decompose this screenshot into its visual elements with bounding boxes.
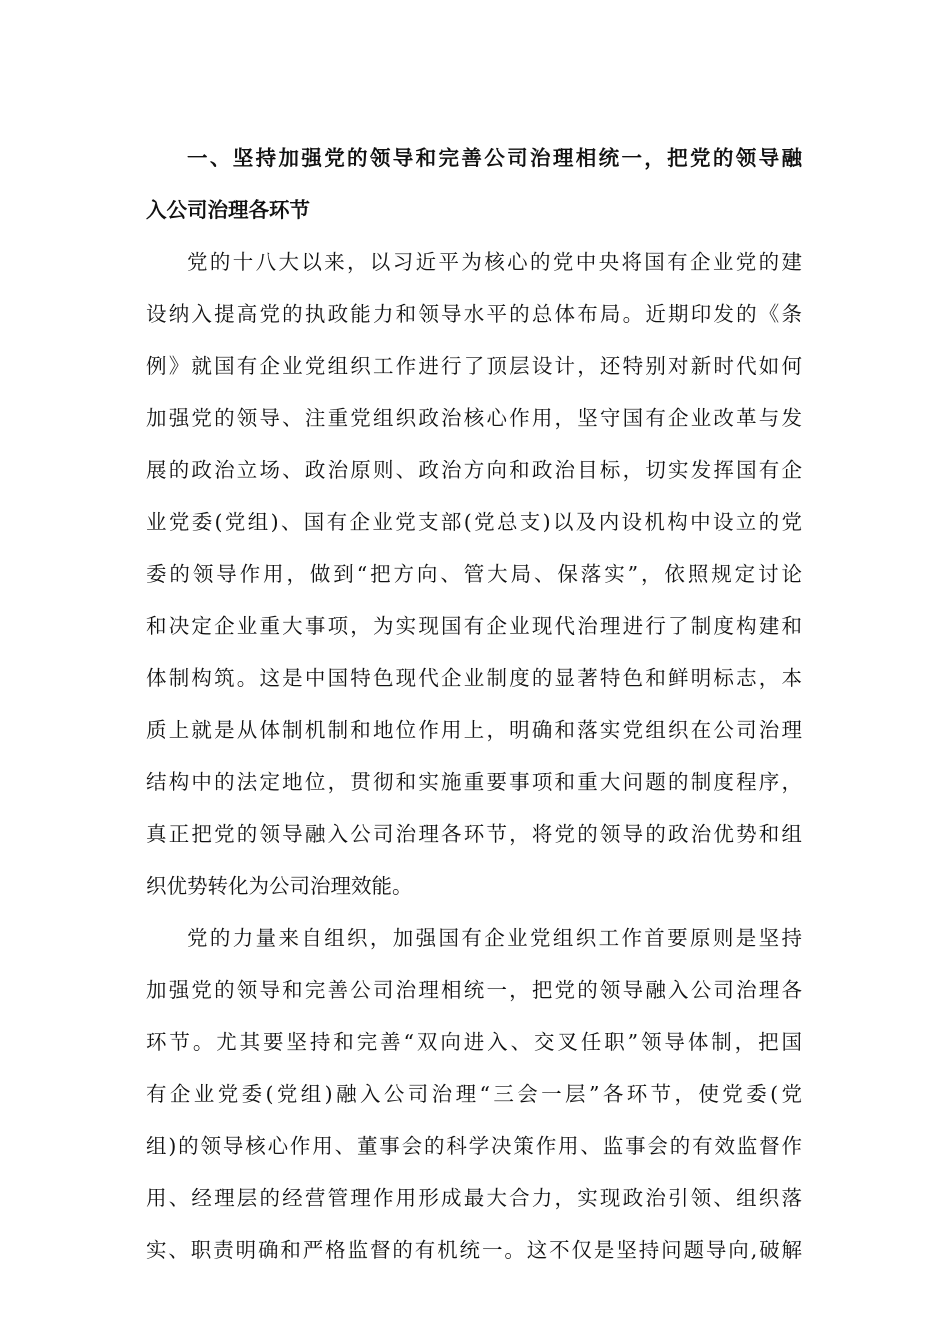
paragraph-line: 质上就是从体制机制和地位作用上，明确和落实党组织在公司治理 xyxy=(146,718,802,742)
paragraph-line: 例》就国有企业党组织工作进行了顶层设计，还特别对新时代如何 xyxy=(146,354,802,378)
paragraph-line: 体制构筑。这是中国特色现代企业制度的显著特色和鲜明标志，本 xyxy=(146,666,802,690)
paragraph-line: 党的十八大以来，以习近平为核心的党中央将国有企业党的建 xyxy=(187,250,802,274)
paragraph-line: 用、经理层的经营管理作用形成最大合力，实现政治引领、组织落 xyxy=(146,1186,802,1210)
heading-line: 入公司治理各环节 xyxy=(146,198,310,222)
paragraph-line: 实、职责明确和严格监督的有机统一。这不仅是坚持问题导向,破解 xyxy=(146,1238,802,1262)
document-body xyxy=(146,132,802,1276)
paragraph-line: 展的政治立场、政治原则、政治方向和政治目标，切实发挥国有企 xyxy=(146,458,802,482)
paragraph-1 xyxy=(146,236,802,912)
paragraph-line: 和决定企业重大事项，为实现国有企业现代治理进行了制度构建和 xyxy=(146,614,802,638)
paragraph-line: 环节。尤其要坚持和完善“双向进入、交叉任职”领导体制，把国 xyxy=(146,1030,802,1054)
paragraph-line: 真正把党的领导融入公司治理各环节，将党的领导的政治优势和组 xyxy=(146,822,802,846)
paragraph-line: 加强党的领导和完善公司治理相统一，把党的领导融入公司治理各 xyxy=(146,978,802,1002)
paragraph-2 xyxy=(146,912,802,1276)
section-heading xyxy=(146,132,802,236)
heading-line: 一、坚持加强党的领导和完善公司治理相统一，把党的领导融 xyxy=(187,146,802,170)
paragraph-line: 委的领导作用，做到“把方向、管大局、保落实”，依照规定讨论 xyxy=(146,562,802,586)
paragraph-line: 设纳入提高党的执政能力和领导水平的总体布局。近期印发的《条 xyxy=(146,302,802,326)
paragraph-line: 织优势转化为公司治理效能。 xyxy=(146,874,413,898)
paragraph-line: 业党委(党组)、国有企业党支部(党总支)以及内设机构中设立的党 xyxy=(146,510,802,534)
paragraph-line: 组)的领导核心作用、董事会的科学决策作用、监事会的有效监督作 xyxy=(146,1134,802,1158)
paragraph-line: 党的力量来自组织，加强国有企业党组织工作首要原则是坚持 xyxy=(187,926,802,950)
paragraph-line: 加强党的领导、注重党组织政治核心作用，坚守国有企业改革与发 xyxy=(146,406,802,430)
paragraph-line: 结构中的法定地位，贯彻和实施重要事项和重大问题的制度程序， xyxy=(146,770,802,794)
paragraph-line: 有企业党委(党组)融入公司治理“三会一层”各环节，使党委(党 xyxy=(146,1082,802,1106)
